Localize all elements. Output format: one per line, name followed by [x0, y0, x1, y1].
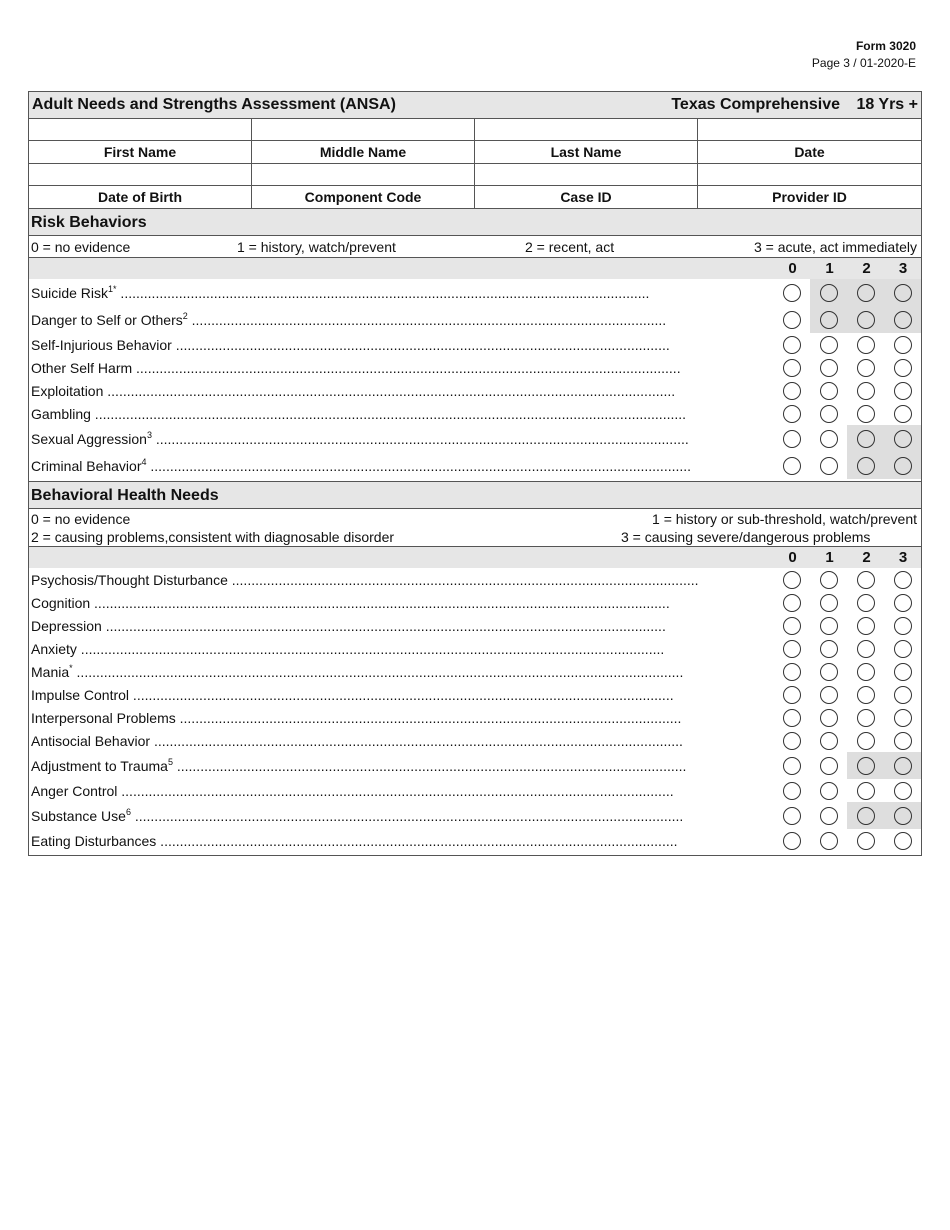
item-row [29, 379, 921, 402]
rating-group [773, 706, 921, 729]
rating-radio-3[interactable] [894, 640, 912, 658]
provider-id-field[interactable] [698, 164, 921, 186]
rating-radio-2[interactable] [857, 457, 875, 475]
item-row [29, 637, 921, 660]
rating-radio-3[interactable] [894, 832, 912, 850]
behavioral-health-column-header [29, 547, 921, 568]
leader-dots: ................................................................................................................................... [172, 757, 687, 774]
rating-radio-1[interactable] [820, 832, 838, 850]
item-label: Cognition .................................................................................................................................................... [31, 594, 670, 611]
rating-radio-1[interactable] [820, 617, 838, 635]
rating-radio-0[interactable] [783, 311, 801, 329]
rating-radio-0[interactable] [783, 571, 801, 589]
rating-radio-2[interactable] [857, 832, 875, 850]
program-name: Texas Comprehensive [671, 96, 840, 113]
rating-radio-2[interactable] [857, 382, 875, 400]
rating-radio-3[interactable] [894, 359, 912, 377]
risk-behaviors-column-header [29, 258, 921, 279]
item-label: Suicide Risk$^{1*}$ ........................................................................................................................................ [31, 284, 650, 301]
rating-radio-1[interactable] [820, 457, 838, 475]
rating-radio-0[interactable] [783, 382, 801, 400]
leader-dots: ...................................................................................................................................................... [76, 640, 665, 657]
item-row [29, 425, 921, 452]
rating-radio-3[interactable] [894, 571, 912, 589]
column-2: 2 [862, 549, 871, 566]
risk-behaviors-heading: Risk Behaviors [29, 209, 921, 236]
provider-id-label: Provider ID [698, 186, 921, 209]
behavioral-health-legend [29, 509, 921, 547]
rating-radio-3[interactable] [894, 405, 912, 423]
leader-dots: ........................................................................................................................................ [150, 732, 683, 749]
rating-radio-0[interactable] [783, 757, 801, 775]
date-of-birth-field[interactable] [29, 164, 252, 186]
rating-radio-1[interactable] [820, 359, 838, 377]
leader-dots: ............................................................................................................................................. [130, 807, 684, 824]
item-row [29, 333, 921, 356]
rating-radio-2[interactable] [857, 594, 875, 612]
rating-radio-2[interactable] [857, 709, 875, 727]
rating-radio-2[interactable] [857, 732, 875, 750]
rating-group [773, 402, 921, 425]
item-label: Self-Injurious Behavior ............................................................................................................................... [31, 336, 670, 353]
rating-radio-1[interactable] [820, 807, 838, 825]
item-label: Danger to Self or Others$^2$ .......................................................................................................................... [31, 311, 667, 328]
identification-grid [29, 119, 921, 209]
rating-radio-1[interactable] [820, 382, 838, 400]
rating-radio-2[interactable] [857, 571, 875, 589]
leader-dots: ................................................................................................................................. [175, 709, 682, 726]
item-row [29, 829, 921, 852]
case-id-label: Case ID [475, 186, 698, 209]
item-label: Sexual Aggression$^3$ ......................................................................................................................................... [31, 430, 689, 447]
risk-behaviors-legend [29, 236, 921, 258]
leader-dots: ............................................................................................................................... [171, 336, 670, 353]
rating-radio-1[interactable] [820, 732, 838, 750]
middle-name-label: Middle Name [252, 141, 475, 164]
rating-radio-3[interactable] [894, 782, 912, 800]
risk-behaviors-items [29, 279, 921, 479]
legend-3: 3 = causing severe/dangerous problems [621, 529, 871, 545]
middle-name-field[interactable] [252, 119, 475, 141]
item-label: Criminal Behavior$^4$ ........................................................................................................................................... [31, 457, 692, 474]
rating-radio-0[interactable] [783, 732, 801, 750]
rating-group [773, 356, 921, 379]
item-label: Eating Disturbances ..................................................................................................................................... [31, 832, 678, 849]
rating-radio-2[interactable] [857, 782, 875, 800]
ansa-form [28, 91, 922, 856]
rating-radio-3[interactable] [894, 663, 912, 681]
rating-radio-2[interactable] [857, 686, 875, 704]
column-1: 1 [825, 260, 834, 277]
page-info: Page 3 / 01-2020-E [811, 56, 916, 70]
item-label: Mania* ............................................................................................................................................................ [31, 663, 684, 680]
rating-radio-2[interactable] [857, 757, 875, 775]
rating-group [773, 829, 921, 852]
rating-group [773, 425, 921, 452]
leader-dots: ........................................................................................................................................... [129, 686, 674, 703]
leader-dots: ............................................................................................................................................ [132, 359, 681, 376]
form-number: Form 3020 [855, 39, 916, 53]
rating-radio-0[interactable] [783, 782, 801, 800]
item-label: Gambling ........................................................................................................................................................ [31, 405, 687, 422]
date-label: Date [698, 141, 921, 164]
rating-radio-2[interactable] [857, 359, 875, 377]
rating-radio-3[interactable] [894, 284, 912, 302]
rating-radio-3[interactable] [894, 336, 912, 354]
rating-group [773, 306, 921, 333]
rating-radio-0[interactable] [783, 336, 801, 354]
rating-radio-2[interactable] [857, 807, 875, 825]
rating-radio-0[interactable] [783, 457, 801, 475]
leader-dots: .......................................................................................................................... [187, 311, 667, 328]
item-row [29, 752, 921, 779]
legend-0: 0 = no evidence [31, 511, 131, 527]
rating-radio-1[interactable] [820, 782, 838, 800]
rating-radio-3[interactable] [894, 807, 912, 825]
form-title-bar [29, 92, 921, 119]
component-code-field[interactable] [252, 164, 475, 186]
item-label: Anger Control .............................................................................................................................................. [31, 782, 674, 799]
form-program [659, 96, 918, 114]
rating-group [773, 637, 921, 660]
rating-radio-0[interactable] [783, 807, 801, 825]
rating-radio-1[interactable] [820, 405, 838, 423]
item-row [29, 779, 921, 802]
rating-radio-3[interactable] [894, 430, 912, 448]
rating-group [773, 614, 921, 637]
rating-radio-3[interactable] [894, 709, 912, 727]
rating-radio-2[interactable] [857, 405, 875, 423]
item-label: Psychosis/Thought Disturbance ........................................................................................................................ [31, 571, 699, 588]
leader-dots: ........................................................................................................................................................ [90, 405, 687, 422]
rating-group [773, 452, 921, 479]
legend-1: 1 = history, watch/prevent [237, 239, 396, 255]
behavioral-health-items [29, 568, 921, 852]
item-row [29, 802, 921, 829]
rating-radio-3[interactable] [894, 594, 912, 612]
item-row [29, 356, 921, 379]
date-field[interactable] [698, 119, 921, 141]
rating-group [773, 729, 921, 752]
rating-radio-0[interactable] [783, 430, 801, 448]
item-row [29, 706, 921, 729]
rating-radio-3[interactable] [894, 732, 912, 750]
legend-0: 0 = no evidence [31, 239, 131, 255]
rating-radio-2[interactable] [857, 430, 875, 448]
rating-radio-0[interactable] [783, 617, 801, 635]
leader-dots: ..................................................................................................................................... [156, 832, 678, 849]
rating-group [773, 660, 921, 683]
rating-group [773, 683, 921, 706]
rating-radio-1[interactable] [820, 757, 838, 775]
component-code-label: Component Code [252, 186, 475, 209]
item-label: Anxiety ...................................................................................................................................................... [31, 640, 665, 657]
rating-radio-3[interactable] [894, 311, 912, 329]
rating-group [773, 568, 921, 591]
rating-radio-2[interactable] [857, 617, 875, 635]
column-3: 3 [898, 549, 908, 566]
item-row [29, 452, 921, 479]
leader-dots: .............................................................................................................................................. [117, 782, 674, 799]
rating-radio-1[interactable] [820, 686, 838, 704]
leader-dots: ......................................................................................................................................... [151, 430, 689, 447]
rating-radio-3[interactable] [894, 617, 912, 635]
item-row [29, 279, 921, 306]
rating-group [773, 379, 921, 402]
legend-3: 3 = acute, act immediately [753, 239, 917, 255]
item-label: Substance Use$^6$ ............................................................................................................................................. [31, 807, 684, 824]
item-row [29, 614, 921, 637]
rating-radio-1[interactable] [820, 709, 838, 727]
rating-group [773, 802, 921, 829]
date-of-birth-label: Date of Birth [29, 186, 252, 209]
item-label: Impulse Control ........................................................................................................................................... [31, 686, 674, 703]
leader-dots: ........................................................................................................................................... [146, 457, 692, 474]
item-row [29, 591, 921, 614]
rating-radio-1[interactable] [820, 284, 838, 302]
rating-radio-2[interactable] [857, 311, 875, 329]
item-row [29, 683, 921, 706]
behavioral-health-heading: Behavioral Health Needs [29, 482, 921, 509]
last-name-label: Last Name [475, 141, 698, 164]
rating-radio-0[interactable] [783, 663, 801, 681]
rating-radio-0[interactable] [783, 640, 801, 658]
rating-radio-2[interactable] [857, 336, 875, 354]
item-label: Antisocial Behavior ........................................................................................................................................ [31, 732, 683, 749]
column-0: 0 [788, 549, 797, 566]
form-title: Adult Needs and Strengths Assessment (ANSA) [32, 96, 396, 113]
legend-1: 1 = history or sub-threshold, watch/prevent [652, 511, 917, 527]
rating-group [773, 752, 921, 779]
leader-dots: .................................................................................................................................................. [103, 382, 676, 399]
rating-radio-1[interactable] [820, 571, 838, 589]
rating-group [773, 279, 921, 306]
item-label: Interpersonal Problems ................................................................................................................................. [31, 709, 682, 726]
rating-radio-1[interactable] [820, 336, 838, 354]
leader-dots: ........................................................................................................................ [227, 571, 699, 588]
rating-radio-1[interactable] [820, 594, 838, 612]
rating-group [773, 779, 921, 802]
rating-radio-0[interactable] [783, 709, 801, 727]
first-name-field[interactable] [29, 119, 252, 141]
rating-group [773, 591, 921, 614]
age-group: 18 Yrs + [856, 96, 918, 113]
item-row [29, 306, 921, 333]
leader-dots: ................................................................................................................................................ [101, 617, 666, 634]
legend-2: 2 = recent, act [525, 239, 615, 255]
rating-radio-0[interactable] [783, 832, 801, 850]
item-label: Adjustment to Trauma$^5$ ................................................................................................................................... [31, 757, 687, 774]
item-row [29, 660, 921, 683]
rating-radio-1[interactable] [820, 640, 838, 658]
item-label: Depression ................................................................................................................................................ [31, 617, 666, 634]
rating-radio-3[interactable] [894, 382, 912, 400]
rating-radio-3[interactable] [894, 757, 912, 775]
leader-dots: .................................................................................................................................................... [90, 594, 670, 611]
rating-radio-2[interactable] [857, 663, 875, 681]
column-2: 2 [862, 260, 871, 277]
rating-radio-0[interactable] [783, 359, 801, 377]
item-label: Other Self Harm ............................................................................................................................................ [31, 359, 681, 376]
rating-radio-3[interactable] [894, 686, 912, 704]
last-name-field[interactable] [475, 119, 698, 141]
column-0: 0 [788, 260, 797, 277]
item-row [29, 568, 921, 591]
rating-radio-0[interactable] [783, 686, 801, 704]
case-id-field[interactable] [475, 164, 698, 186]
legend-2: 2 = causing problems,consistent with diagnosable disorder [31, 529, 395, 545]
item-label: Exploitation .................................................................................................................................................. [31, 382, 676, 399]
rating-radio-3[interactable] [894, 457, 912, 475]
first-name-label: First Name [29, 141, 252, 164]
rating-group [773, 333, 921, 356]
rating-radio-0[interactable] [783, 405, 801, 423]
column-3: 3 [898, 260, 908, 277]
rating-radio-1[interactable] [820, 430, 838, 448]
rating-radio-0[interactable] [783, 594, 801, 612]
rating-radio-2[interactable] [857, 640, 875, 658]
leader-dots: ........................................................................................................................................ [116, 284, 650, 301]
rating-radio-2[interactable] [857, 284, 875, 302]
rating-radio-1[interactable] [820, 311, 838, 329]
rating-radio-1[interactable] [820, 663, 838, 681]
rating-radio-0[interactable] [783, 284, 801, 302]
item-row [29, 729, 921, 752]
leader-dots: ............................................................................................................................................................ [72, 663, 684, 680]
form-identifier [812, 38, 916, 72]
item-row [29, 402, 921, 425]
column-1: 1 [825, 549, 834, 566]
